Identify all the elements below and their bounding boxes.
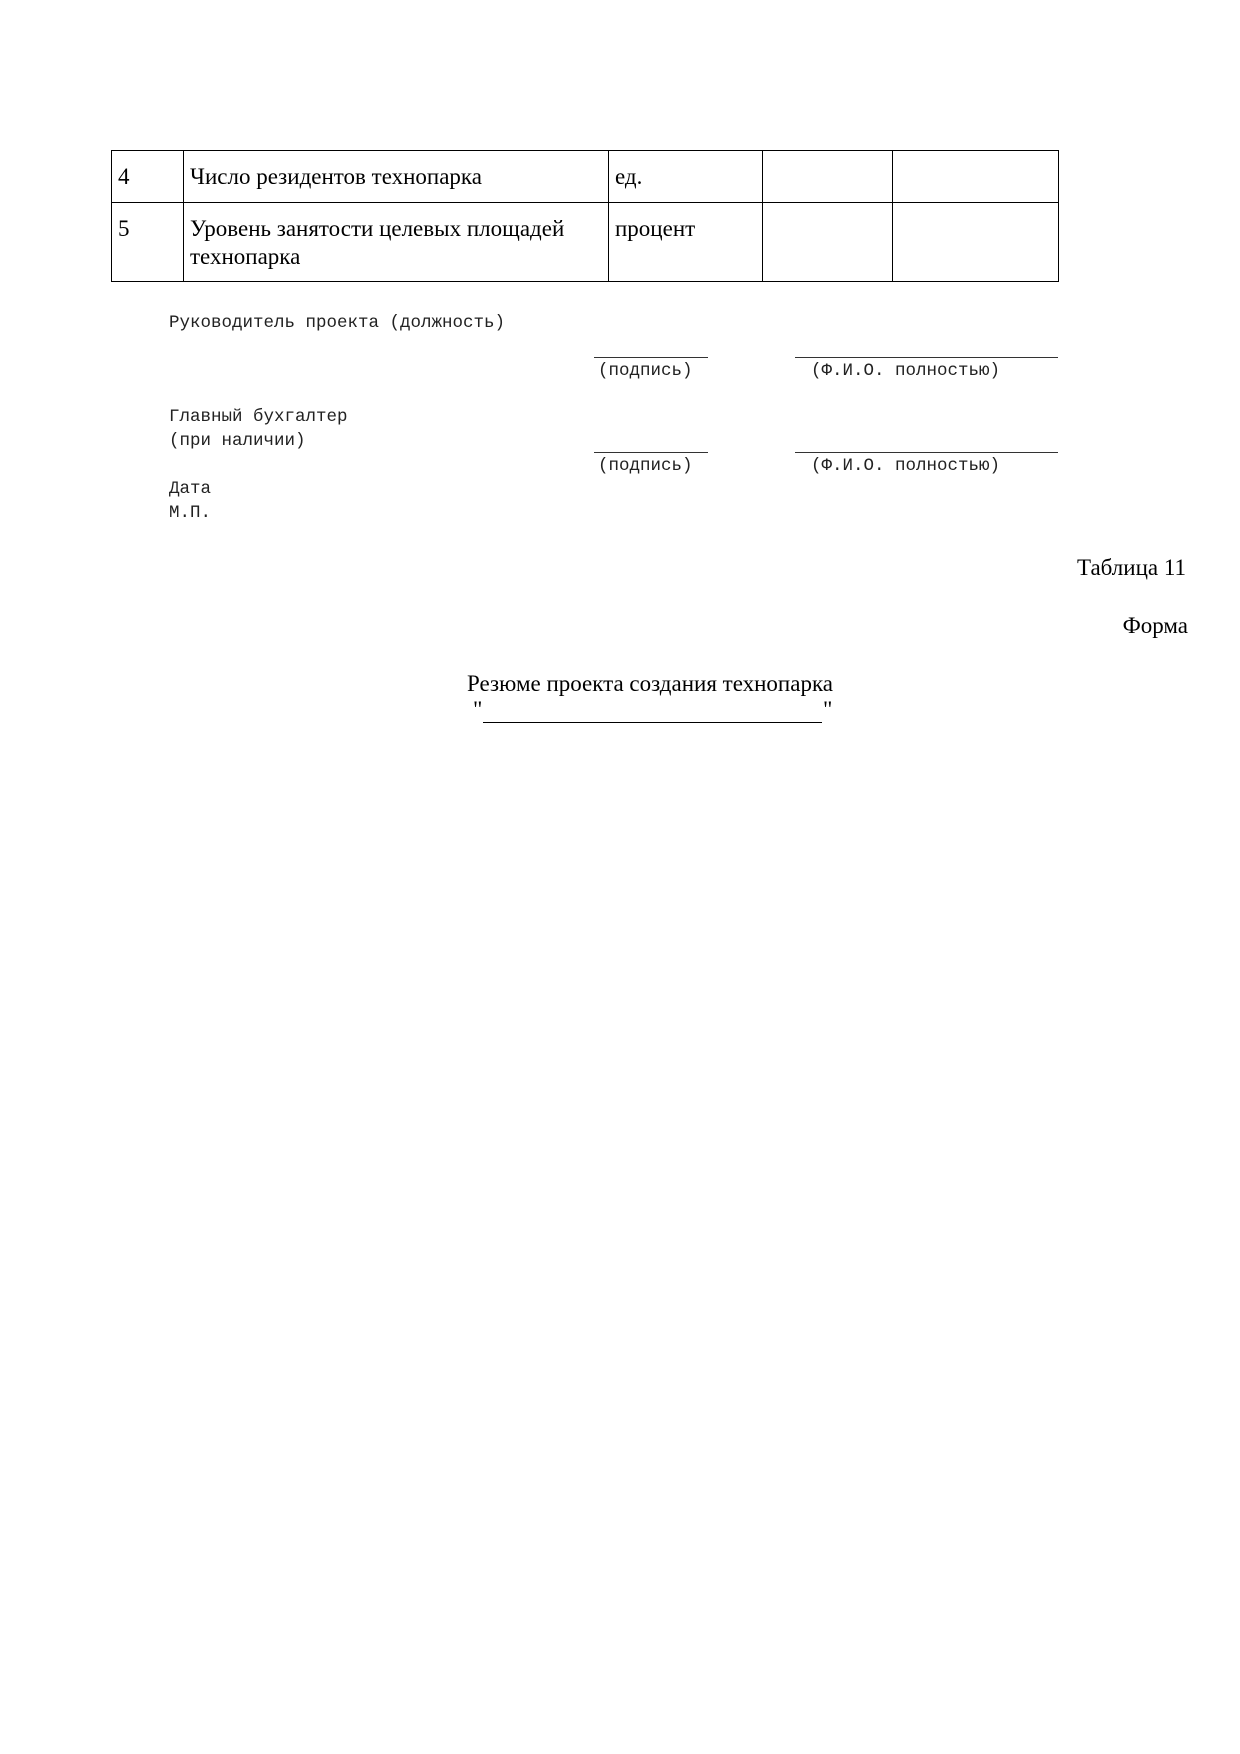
head-name-line [795,357,1058,358]
accountant-name-line [795,452,1058,453]
unit-cell: процент [609,203,763,282]
open-quote: " [473,697,483,722]
resume-title: Резюме проекта создания технопарка [467,671,833,696]
name-caption: (Ф.И.О. полностью) [811,456,1001,476]
head-signature-line [594,357,708,358]
accountant-signature-line [594,452,708,453]
accountant-note: (при наличии) [169,431,306,451]
table-row [112,203,1059,282]
unit-cell: ед. [609,151,763,203]
date-label: Дата [169,479,212,499]
value-cell [763,151,893,203]
head-position-label: Руководитель проекта (должность) [169,313,506,333]
technopark-name-line [483,722,822,723]
form-label: Форма [1122,613,1188,638]
value-cell [893,203,1059,282]
table-number-label: Таблица 11 [1076,555,1186,580]
indicators-table [111,150,1059,282]
signature-caption: (подпись) [598,361,693,381]
seal-label: М.П. [169,503,212,523]
name-caption: (Ф.И.О. полностью) [811,361,1001,381]
table-row [112,151,1059,203]
value-cell [893,151,1059,203]
indicator-name: Число резидентов технопарка [184,151,609,203]
close-quote: " [823,697,833,722]
signature-caption: (подпись) [598,456,693,476]
value-cell [763,203,893,282]
indicator-name: Уровень занятости целевых площадей технопарка [184,203,609,282]
accountant-label: Главный бухгалтер [169,407,348,427]
row-number: 4 [112,151,184,203]
row-number: 5 [112,203,184,282]
